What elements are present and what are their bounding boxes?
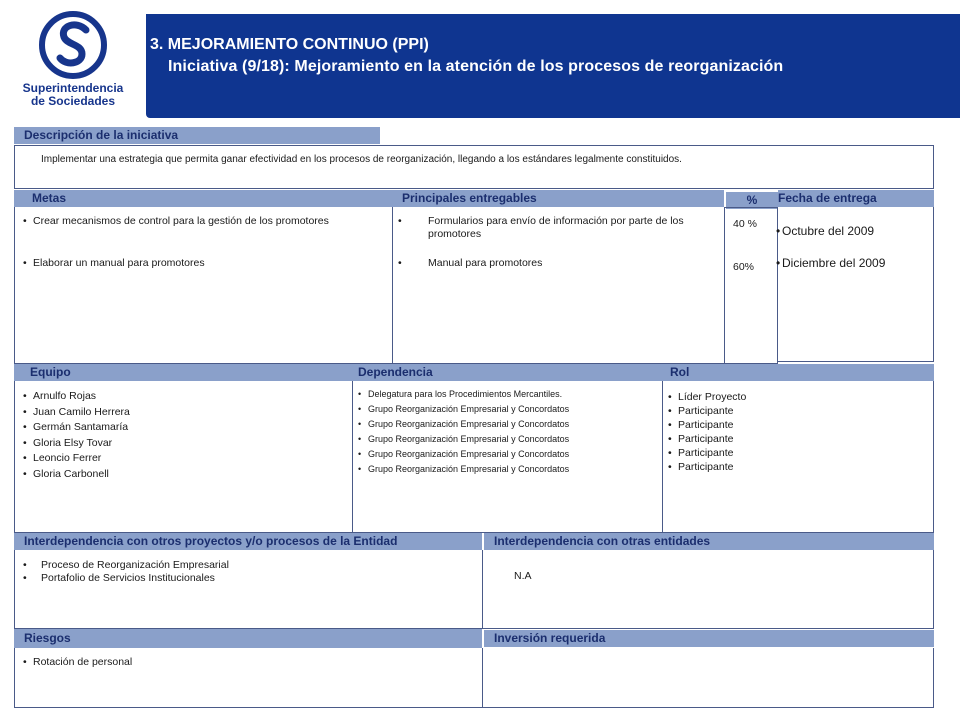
brand-name-line1: Superintendencia	[22, 81, 124, 95]
list-item: • Formularios para envío de información por parte de los promotores	[396, 215, 714, 241]
entregables-header: Principales entregables	[392, 190, 724, 207]
list-item: • Grupo Reorganización Empresarial y Concordatos	[356, 462, 569, 477]
list-item: • Diciembre del 2009	[774, 256, 885, 271]
list-item: • Participante	[666, 446, 746, 460]
metas-header: Metas	[14, 190, 392, 207]
dependencia-list	[356, 387, 569, 477]
rol-header: Rol	[662, 364, 934, 381]
equipo-box	[14, 381, 353, 533]
descripcion-header: Descripción de la iniciativa	[14, 127, 380, 144]
interdependencia-entidad-box	[14, 550, 483, 629]
interdependencia-entidad-header: Interdependencia con otros proyectos y/o procesos de la Entidad	[14, 533, 482, 550]
interdependencia-otras-text: N.A	[514, 570, 532, 582]
list-item: • Leoncio Ferrer	[21, 451, 130, 467]
fecha-header: Fecha de entrega	[778, 190, 934, 207]
list-item: • Gloria Elsy Tovar	[21, 436, 130, 452]
list-item: • Líder Proyecto	[666, 390, 746, 404]
inversion-header: Inversión requerida	[484, 630, 934, 647]
dependencia-header: Dependencia	[352, 364, 662, 381]
list-item: • Crear mecanismos de control para la gestión de los promotores	[21, 215, 329, 228]
equipo-header: Equipo	[14, 364, 352, 381]
metas-box	[14, 207, 393, 364]
list-item: • Grupo Reorganización Empresarial y Concordatos	[356, 417, 569, 432]
riesgos-list	[21, 656, 132, 669]
list-item: • Gloria Carbonell	[21, 467, 130, 483]
list-item: • Elaborar un manual para promotores	[21, 257, 205, 270]
porcentaje-header: %	[726, 192, 778, 209]
list-item: • Grupo Reorganización Empresarial y Concordatos	[356, 402, 569, 417]
riesgos-box	[14, 648, 483, 708]
interdependencia-otras-box	[482, 550, 934, 629]
page-subtitle: Iniciativa (9/18): Mejoramiento en la atención de los procesos de reorganización	[168, 58, 784, 75]
list-item: • Octubre del 2009	[774, 224, 874, 239]
list-item: • Portafolio de Servicios Institucionales	[21, 572, 229, 585]
supersociedades-logo-icon	[36, 10, 110, 80]
brand-name-line2: de Sociedades	[30, 94, 116, 108]
list-item: • Participante	[666, 418, 746, 432]
list-item: • Germán Santamaría	[21, 420, 130, 436]
porcentaje-box	[724, 207, 778, 364]
list-item: • Proceso de Reorganización Empresarial	[21, 559, 229, 572]
brand-name	[18, 82, 128, 108]
list-item: • Manual para promotores	[396, 257, 714, 270]
riesgos-header: Riesgos	[14, 629, 482, 648]
list-item: • Participante	[666, 460, 746, 474]
list-item: • Participante	[666, 404, 746, 418]
list-item: • Grupo Reorganización Empresarial y Concordatos	[356, 432, 569, 447]
inversion-box	[482, 648, 934, 708]
fecha-box	[778, 207, 934, 362]
descripcion-text: Implementar una estrategia que permita ganar efectividad en los procesos de reorganización, llegando a los estándares legalmente constituidos.	[41, 154, 682, 165]
list-item: • Grupo Reorganización Empresarial y Concordatos	[356, 447, 569, 462]
list-item: • Participante	[666, 432, 746, 446]
equipo-list	[21, 389, 130, 482]
interdependencia-otras-header: Interdependencia con otras entidades	[484, 533, 934, 550]
list-item: • Arnulfo Rojas	[21, 389, 130, 405]
list-item: • Juan Camilo Herrera	[21, 405, 130, 421]
page-title: 3. MEJORAMIENTO CONTINUO (PPI)	[150, 36, 429, 53]
brand-logo	[18, 10, 128, 110]
rol-list	[666, 390, 746, 474]
porcentaje-value: 40 %	[733, 218, 757, 230]
entregables-box	[392, 207, 725, 364]
porcentaje-value: 60%	[733, 261, 755, 273]
rol-box	[662, 381, 934, 533]
list-item: • Rotación de personal	[21, 656, 132, 669]
descripcion-box	[14, 145, 934, 189]
list-item: • Delegatura para los Procedimientos Mercantiles.	[356, 387, 569, 402]
dependencia-box	[352, 381, 663, 533]
interdependencia-entidad-list	[21, 559, 229, 585]
